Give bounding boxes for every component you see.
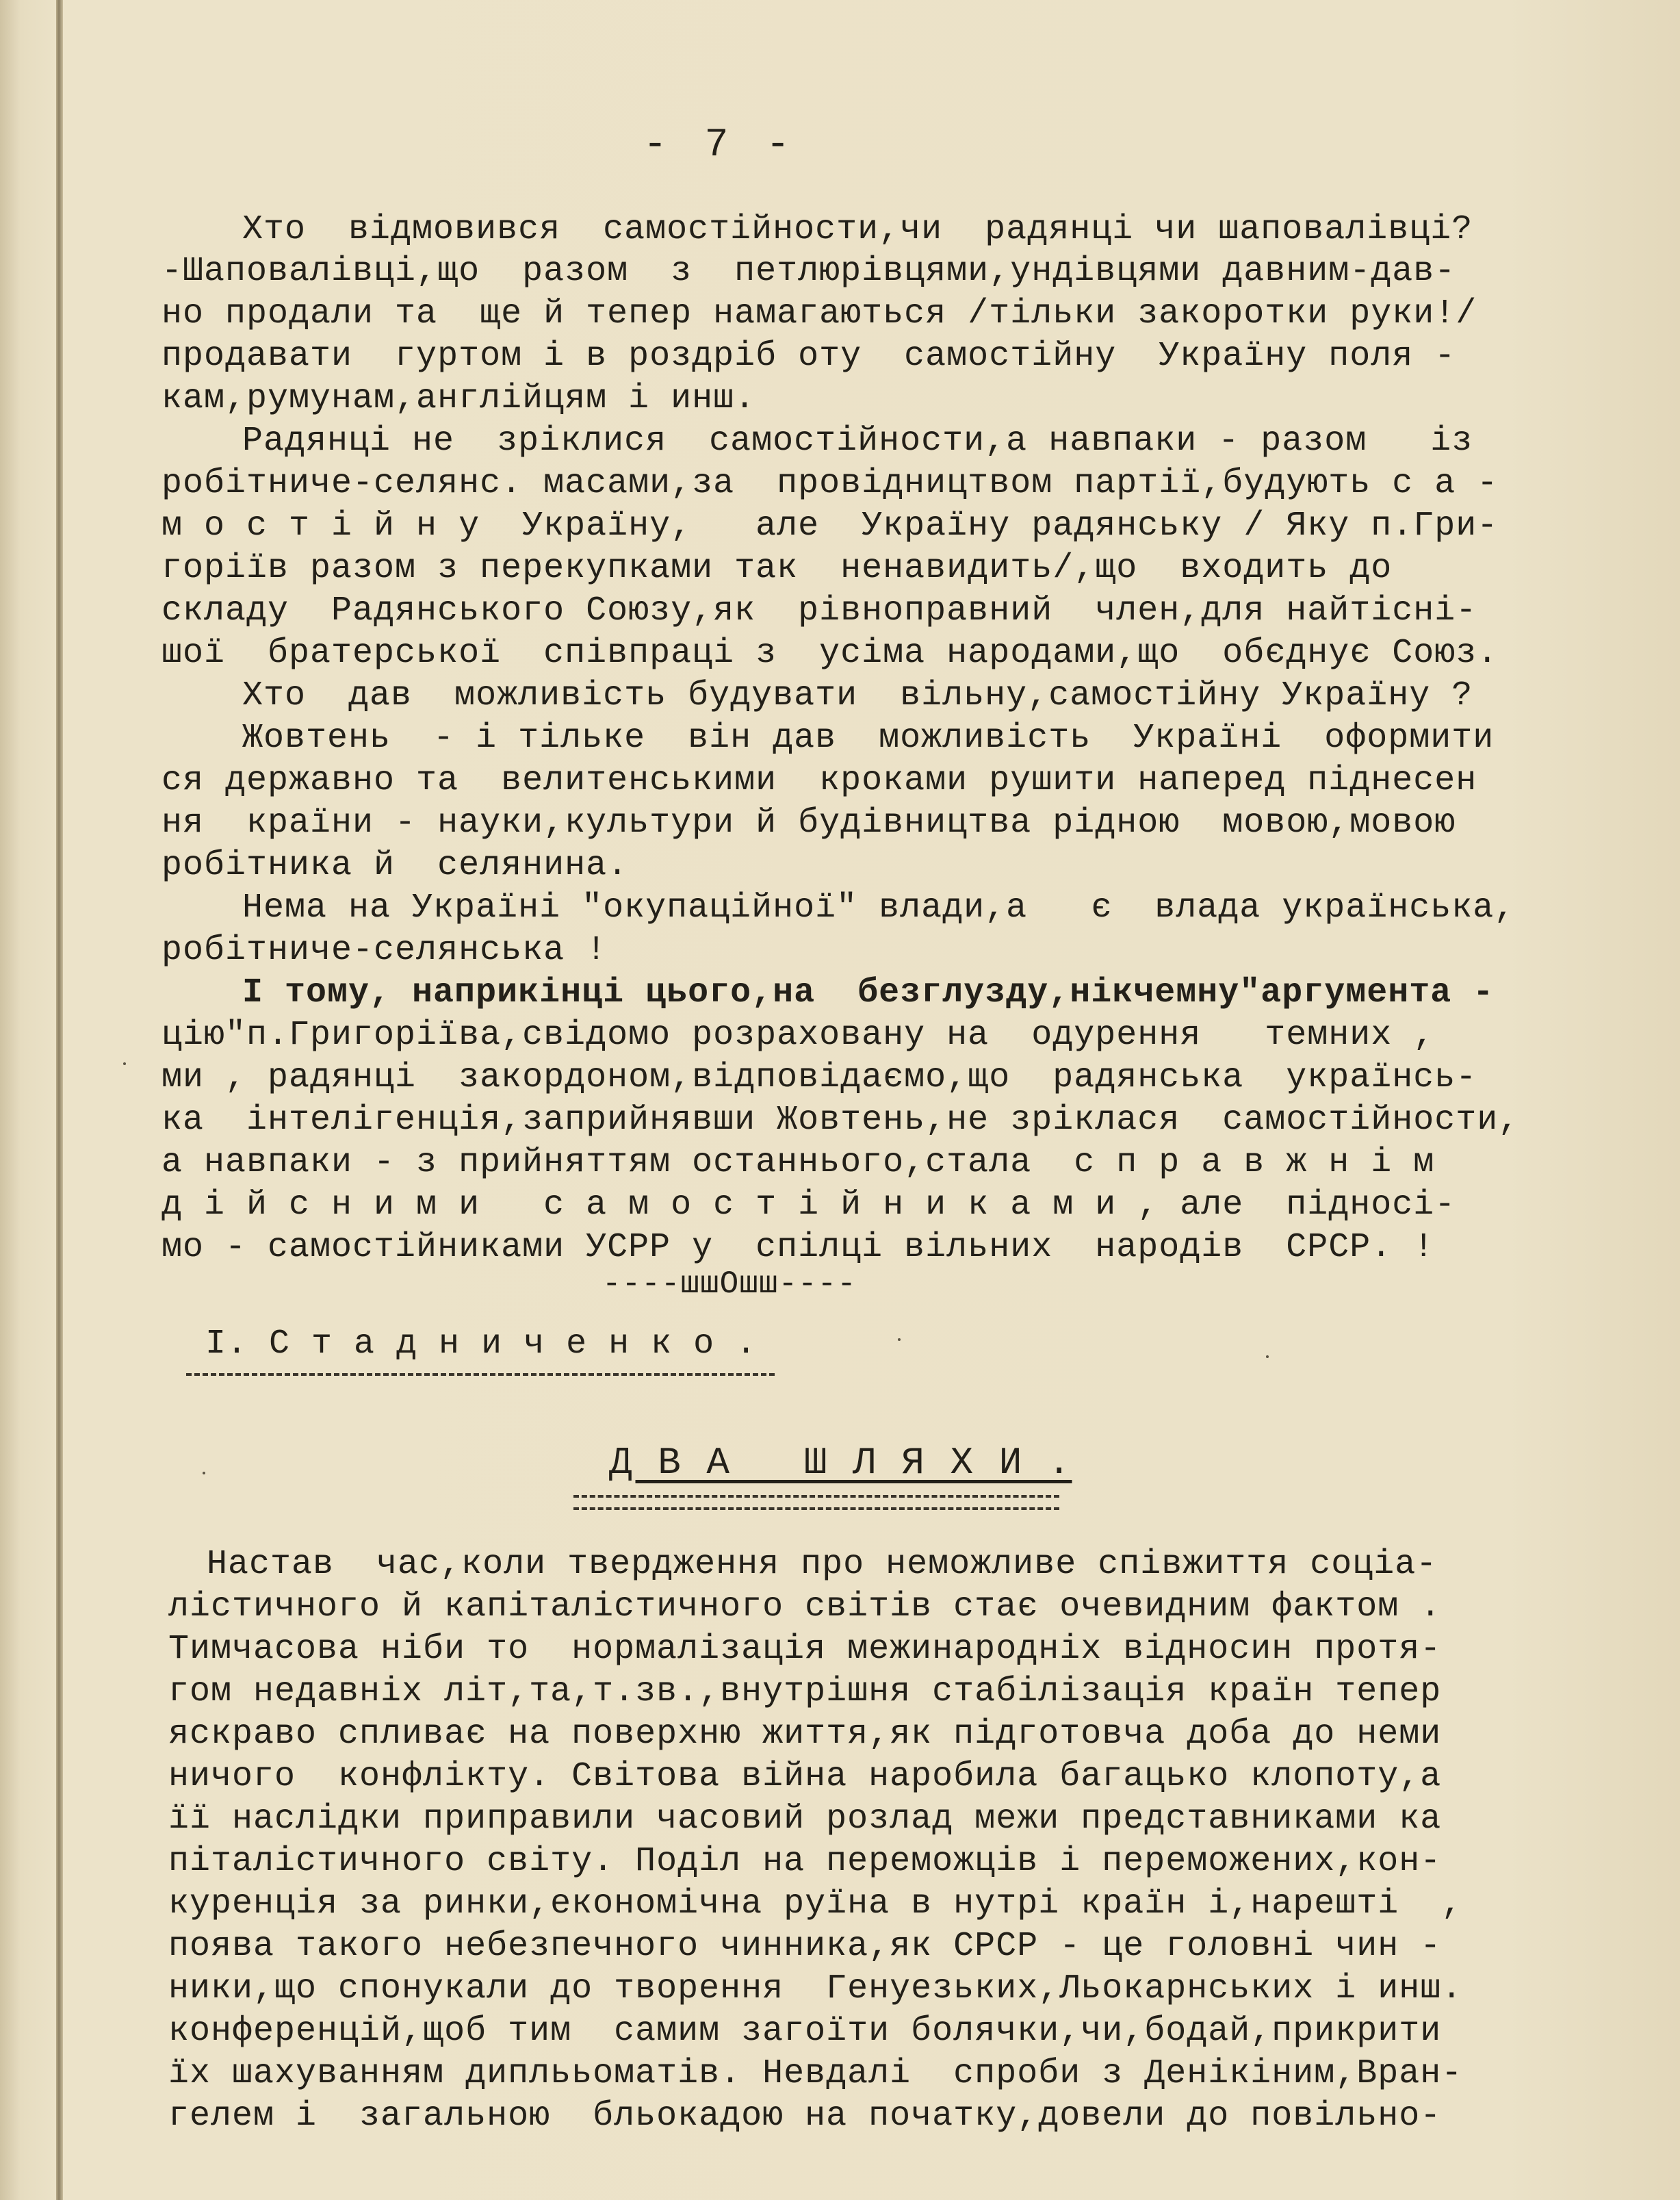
text-line: яскраво спливає на поверхню життя,як підготовча доба до неми <box>168 1715 1442 1754</box>
text-line: ка інтелігенція,заприйнявши Жовтень,не зріклася самостійности, <box>161 1101 1520 1140</box>
text-line: д і й с н и м и с а м о с т і й н и к а м и , але підносі- <box>161 1186 1456 1225</box>
article-title: Д В А Ш Л Я Х И . <box>609 1441 1072 1485</box>
article-author: І. С т а д н и ч е н к о . <box>205 1325 758 1364</box>
text-line: робітниче-селянс. масами,за провідництвом партії,будують с а - <box>161 464 1499 503</box>
text-line: цію"п.Григоріїва,свідомо розраховану на одурення темних , <box>161 1016 1435 1055</box>
text-line: м о с т і й н у Україну, але Україну радянську / Яку п.Гри- <box>161 507 1499 546</box>
text-line: ники,що спонукали до творення Генуезьких,Льокарнських і инш. <box>168 1969 1463 2008</box>
text-line: кам,румунам,англійцям і инш. <box>161 379 756 418</box>
text-line: поява такого небезпечного чинника,як СРСР - це головні чин - <box>168 1927 1442 1966</box>
text-line: піталістичного світу. Поділ на переможців і переможених,кон- <box>168 1842 1442 1881</box>
text-line: робітника й селянина. <box>161 846 629 885</box>
text-line: Хто дав можливість будувати вільну,самостійну Україну ? <box>200 676 1473 715</box>
text-line: Нема на Україні "окупаційної" влади,а є влада українська, <box>200 888 1516 928</box>
author-underline <box>186 1373 775 1376</box>
paper-speck <box>1266 1355 1269 1358</box>
text-line: Настав час,коли твердження про неможливе співжиття соціа- <box>207 1545 1438 1584</box>
text-line: а навпаки - з прийняттям останнього,стала с п р а в ж н і м <box>161 1143 1435 1182</box>
page-number: - 7 - <box>643 123 797 168</box>
text-line: складу Радянського Союзу,як рівноправний член,для найтісні- <box>161 591 1477 630</box>
text-line: робітниче-селянська ! <box>161 931 608 970</box>
text-line: Тимчасова ніби то нормалізація межинародніх відносин протя- <box>168 1630 1442 1669</box>
text-line: ня країни - науки,культури й будівництва рідною мовою,мовою <box>161 804 1456 843</box>
text-line: гелем і загальною бльокадою на початку,довели до повільно- <box>168 2097 1442 2136</box>
paper-speck <box>123 1062 126 1065</box>
text-line: гом недавніх літ,та,т.зв.,внутрішня стабілізація країн тепер <box>168 1672 1442 1711</box>
paper-speck <box>203 1472 205 1474</box>
text-line: Жовтень - і тільке він дав можливість Україні оформити <box>200 719 1495 758</box>
text-line: Хто відмовився самостійности,чи радянці чи шаповалівці? <box>200 210 1473 249</box>
paper-speck <box>898 1338 901 1341</box>
text-line: їх шахуванням диплььоматів. Невдалі спроби з Денікіним,Вран- <box>168 2054 1463 2093</box>
text-line: її наслідки приправили часовий розлад межи представниками ка <box>168 1800 1442 1839</box>
text-line: ся державно та велитенськими кроками рушити наперед піднесен <box>161 761 1477 800</box>
text-line: но продали та ще й тепер намагаються /тільки закоротки руки!/ <box>161 294 1477 333</box>
text-line: -Шаповалівці,що разом з петлюрівцями,ундівцями давним-дав- <box>161 252 1456 291</box>
text-line: конференцій,щоб тим самим загоїти болячки,чи,бодай,прикрити <box>168 2012 1442 2051</box>
text-line: ничого конфлікту. Світова війна наробила багацько клопоту,а <box>168 1757 1442 1796</box>
text-line: лістичного й капіталістичного світів стає очевидним фактом . <box>168 1587 1442 1626</box>
section-separator: ----шшОшш---- <box>602 1266 857 1302</box>
text-line: шої братерської співпраці з усіма народами,що обєднує Союз. <box>161 634 1499 673</box>
binding-edge <box>56 0 63 2200</box>
text-line: І тому, наприкінці цього,на безглузду,нікчемну"аргумента - <box>200 973 1495 1012</box>
text-line: горіїв разом з перекупками так ненавидить/,що входить до <box>161 549 1393 588</box>
text-line: продавати гуртом і в роздріб оту самостійну Україну поля - <box>161 337 1456 376</box>
title-double-underline <box>573 1495 1059 1510</box>
text-line: куренція за ринки,економічна руїна в нутрі країн і,нарешті , <box>168 1884 1463 1923</box>
text-line: Радянці не зріклися самостійности,а навпаки - разом із <box>200 422 1473 461</box>
text-line: ми , радянці закордоном,відповідаємо,що радянська українсь- <box>161 1058 1477 1097</box>
text-line: мо - самостійниками УСРР у спілці вільних народів СРСР. ! <box>161 1228 1435 1267</box>
